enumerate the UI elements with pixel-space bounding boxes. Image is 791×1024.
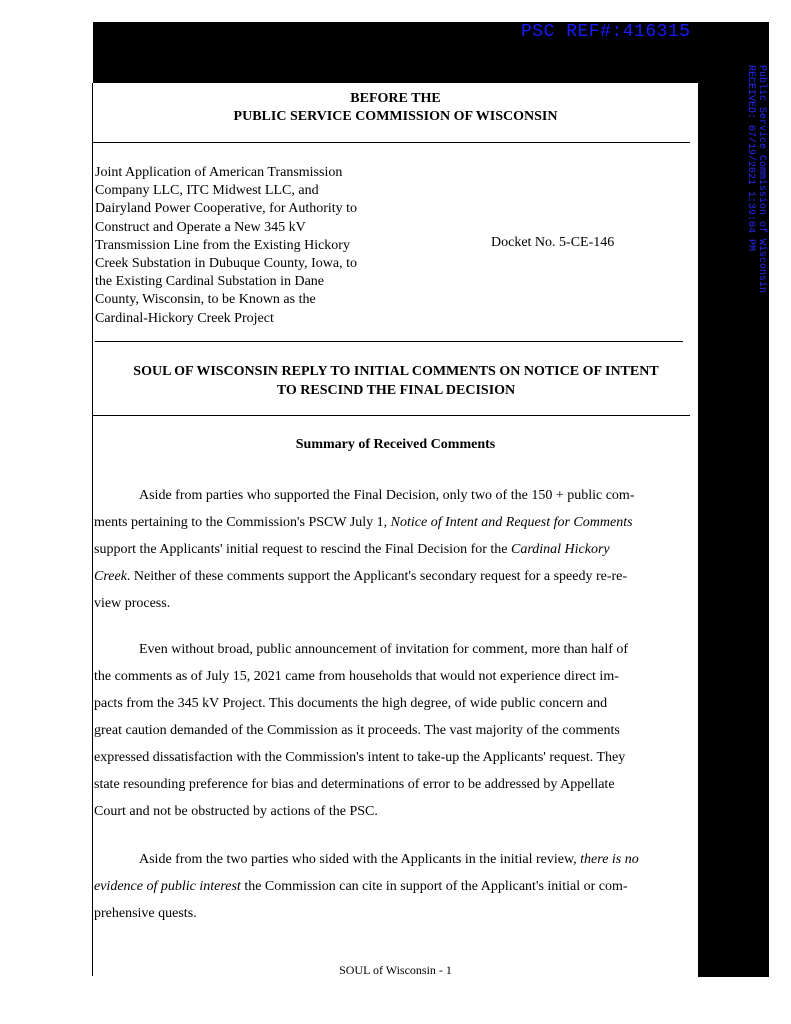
stamp-received: RECEIVED: 07/19/2021 1:39:04 PM [745, 65, 756, 252]
para-line: prehensive quests. [94, 906, 197, 921]
caption-line: Transmission Line from the Existing Hickory [95, 237, 350, 253]
paragraph-1 [94, 482, 694, 617]
received-stamp [745, 65, 767, 293]
case-caption [95, 164, 395, 328]
para-line: great caution demanded of the Commission as it proceeds. The vast majority of the comments [94, 723, 620, 738]
para-line: Creek. Neither of these comments support the Applicant's secondary request for a speedy re-re- [94, 569, 628, 584]
document-title [100, 362, 692, 400]
para-line: Aside from parties who supported the Final Decision, only two of the 150 + public com- [139, 488, 635, 503]
caption-line: Creek Substation in Dubuque County, Iowa, to [95, 256, 357, 272]
para-line: Even without broad, public announcement of invitation for comment, more than half of [139, 642, 629, 657]
caption-line: County, Wisconsin, to be Known as the [95, 292, 316, 308]
caption-line: Company LLC, ITC Midwest LLC, and [95, 183, 319, 199]
para-line: expressed dissatisfaction with the Commission's intent to take-up the Applicants' request. They [94, 750, 626, 765]
title-line1: SOUL OF WISCONSIN REPLY TO INITIAL COMMENTS ON NOTICE OF INTENT [133, 364, 659, 379]
section-heading: Summary of Received Comments [295, 437, 496, 452]
stamp-commission: Public Service Commission of Wisconsin [756, 65, 767, 294]
psc-reference-number: PSC REF#:416315 [521, 22, 691, 42]
para-line: state resounding preference for bias and determinations of error to be addressed by Appellate [94, 777, 615, 792]
caption-line: Cardinal-Hickory Creek Project [95, 310, 274, 326]
heading-line1: BEFORE THE [350, 91, 441, 106]
rule-3 [93, 415, 690, 416]
para-line: view process. [94, 596, 171, 611]
page-footer: SOUL of Wisconsin - 1 [339, 963, 452, 977]
para-line: evidence of public interest the Commission can cite in support of the Applicant's initial or com- [94, 879, 628, 894]
rule-1 [93, 142, 690, 143]
paragraph-2 [94, 636, 694, 825]
docket-number: Docket No. 5-CE-146 [491, 235, 615, 250]
caption-line: Construct and Operate a New 345 kV [95, 219, 306, 235]
para-line: the comments as of July 15, 2021 came from households that would not experience direct im- [94, 669, 619, 684]
para-line: Aside from the two parties who sided with the Applicants in the initial review, there is no [139, 852, 639, 867]
para-line: support the Applicants' initial request to rescind the Final Decision for the Cardinal Hickory [94, 542, 610, 557]
caption-line: the Existing Cardinal Substation in Dane [95, 274, 325, 290]
title-line2: TO RESCIND THE FINAL DECISION [276, 383, 516, 398]
rule-2 [95, 341, 683, 342]
para-line: Court and not be obstructed by actions of the PSC. [94, 804, 378, 819]
caption-line: Joint Application of American Transmission [95, 165, 343, 180]
caption-line: Dairyland Power Cooperative, for Authority to [95, 201, 358, 217]
heading-line2: PUBLIC SERVICE COMMISSION OF WISCONSIN [233, 109, 558, 124]
left-margin-rule [92, 83, 93, 976]
para-line: pacts from the 345 kV Project. This documents the high degree, of wide public concern and [94, 696, 608, 711]
para-line: ments pertaining to the Commission's PSCW July 1, Notice of Intent and Request for Comments [94, 515, 633, 530]
paragraph-3 [94, 846, 694, 927]
